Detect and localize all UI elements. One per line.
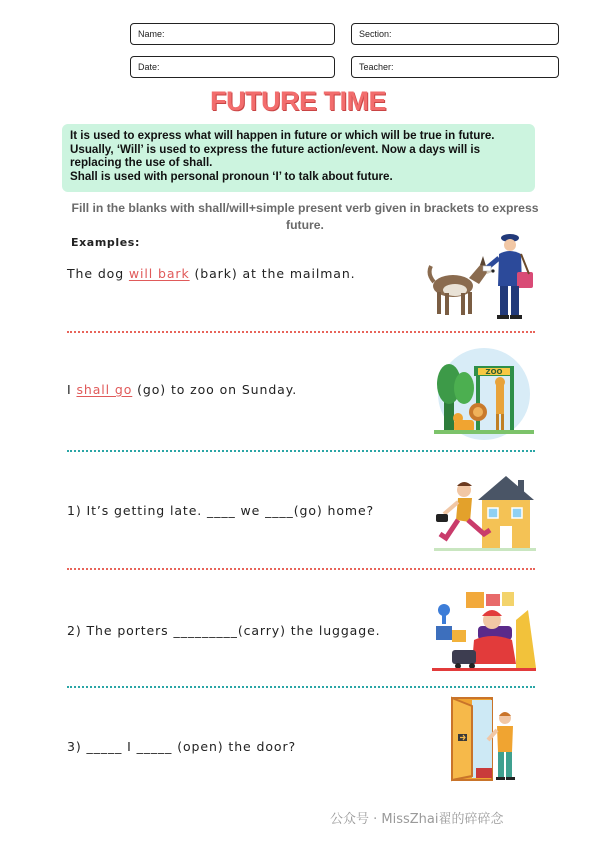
section-field[interactable]: Section: (351, 23, 559, 45)
info-box (62, 124, 535, 192)
example-1-answer: will bark (128, 266, 190, 281)
example-2-after: (go) to zoo on Sunday. (132, 382, 298, 397)
divider-4 (67, 686, 535, 688)
divider-3 (67, 568, 535, 570)
question-3: 3) _____ I _____ (open) the door? (67, 739, 297, 754)
info-line-2: Shall is used with personal pronoun ‘I’ to talk about future. (70, 169, 393, 183)
dog-and-mailman-illustration (425, 226, 540, 324)
watermark: 公众号 · MissZhai翟的碎碎念 (330, 812, 504, 827)
porter-with-luggage-illustration (432, 590, 536, 672)
man-opening-door-illustration (450, 696, 522, 784)
instruction-text: Fill in the blanks with shall/will+simple present verb given in brackets to express future. (71, 201, 539, 232)
question-1: 1) It’s getting late. ____ we ____(go) home? (67, 503, 375, 518)
woman-running-home-illustration (434, 472, 536, 554)
divider-1 (67, 331, 535, 333)
example-2-before: I (67, 382, 77, 397)
info-line-1: It is used to express what will happen in future or which will be true in future. Usually, ‘Will’ is used to express the future action/event. Now a days will is replacing the use of shall. (70, 129, 495, 169)
example-sentence-1 (67, 266, 356, 281)
example-1-before: The dog (67, 266, 129, 281)
example-1-after: (bark) at the mailman. (189, 266, 356, 281)
example-sentence-2 (67, 382, 297, 397)
example-2-answer: shall go (76, 382, 133, 397)
date-field[interactable]: Date: (130, 56, 335, 78)
teacher-field[interactable]: Teacher: (351, 56, 559, 78)
examples-label: Examples: (71, 236, 140, 249)
name-field[interactable]: Name: (130, 23, 335, 45)
zoo-sign-text: ZOO (485, 368, 503, 376)
zoo-illustration (434, 344, 534, 440)
divider-2 (67, 450, 535, 452)
page-title: FUTURE TIME (210, 86, 386, 116)
question-2: 2) The porters _________(carry) the luggage. (67, 623, 381, 638)
